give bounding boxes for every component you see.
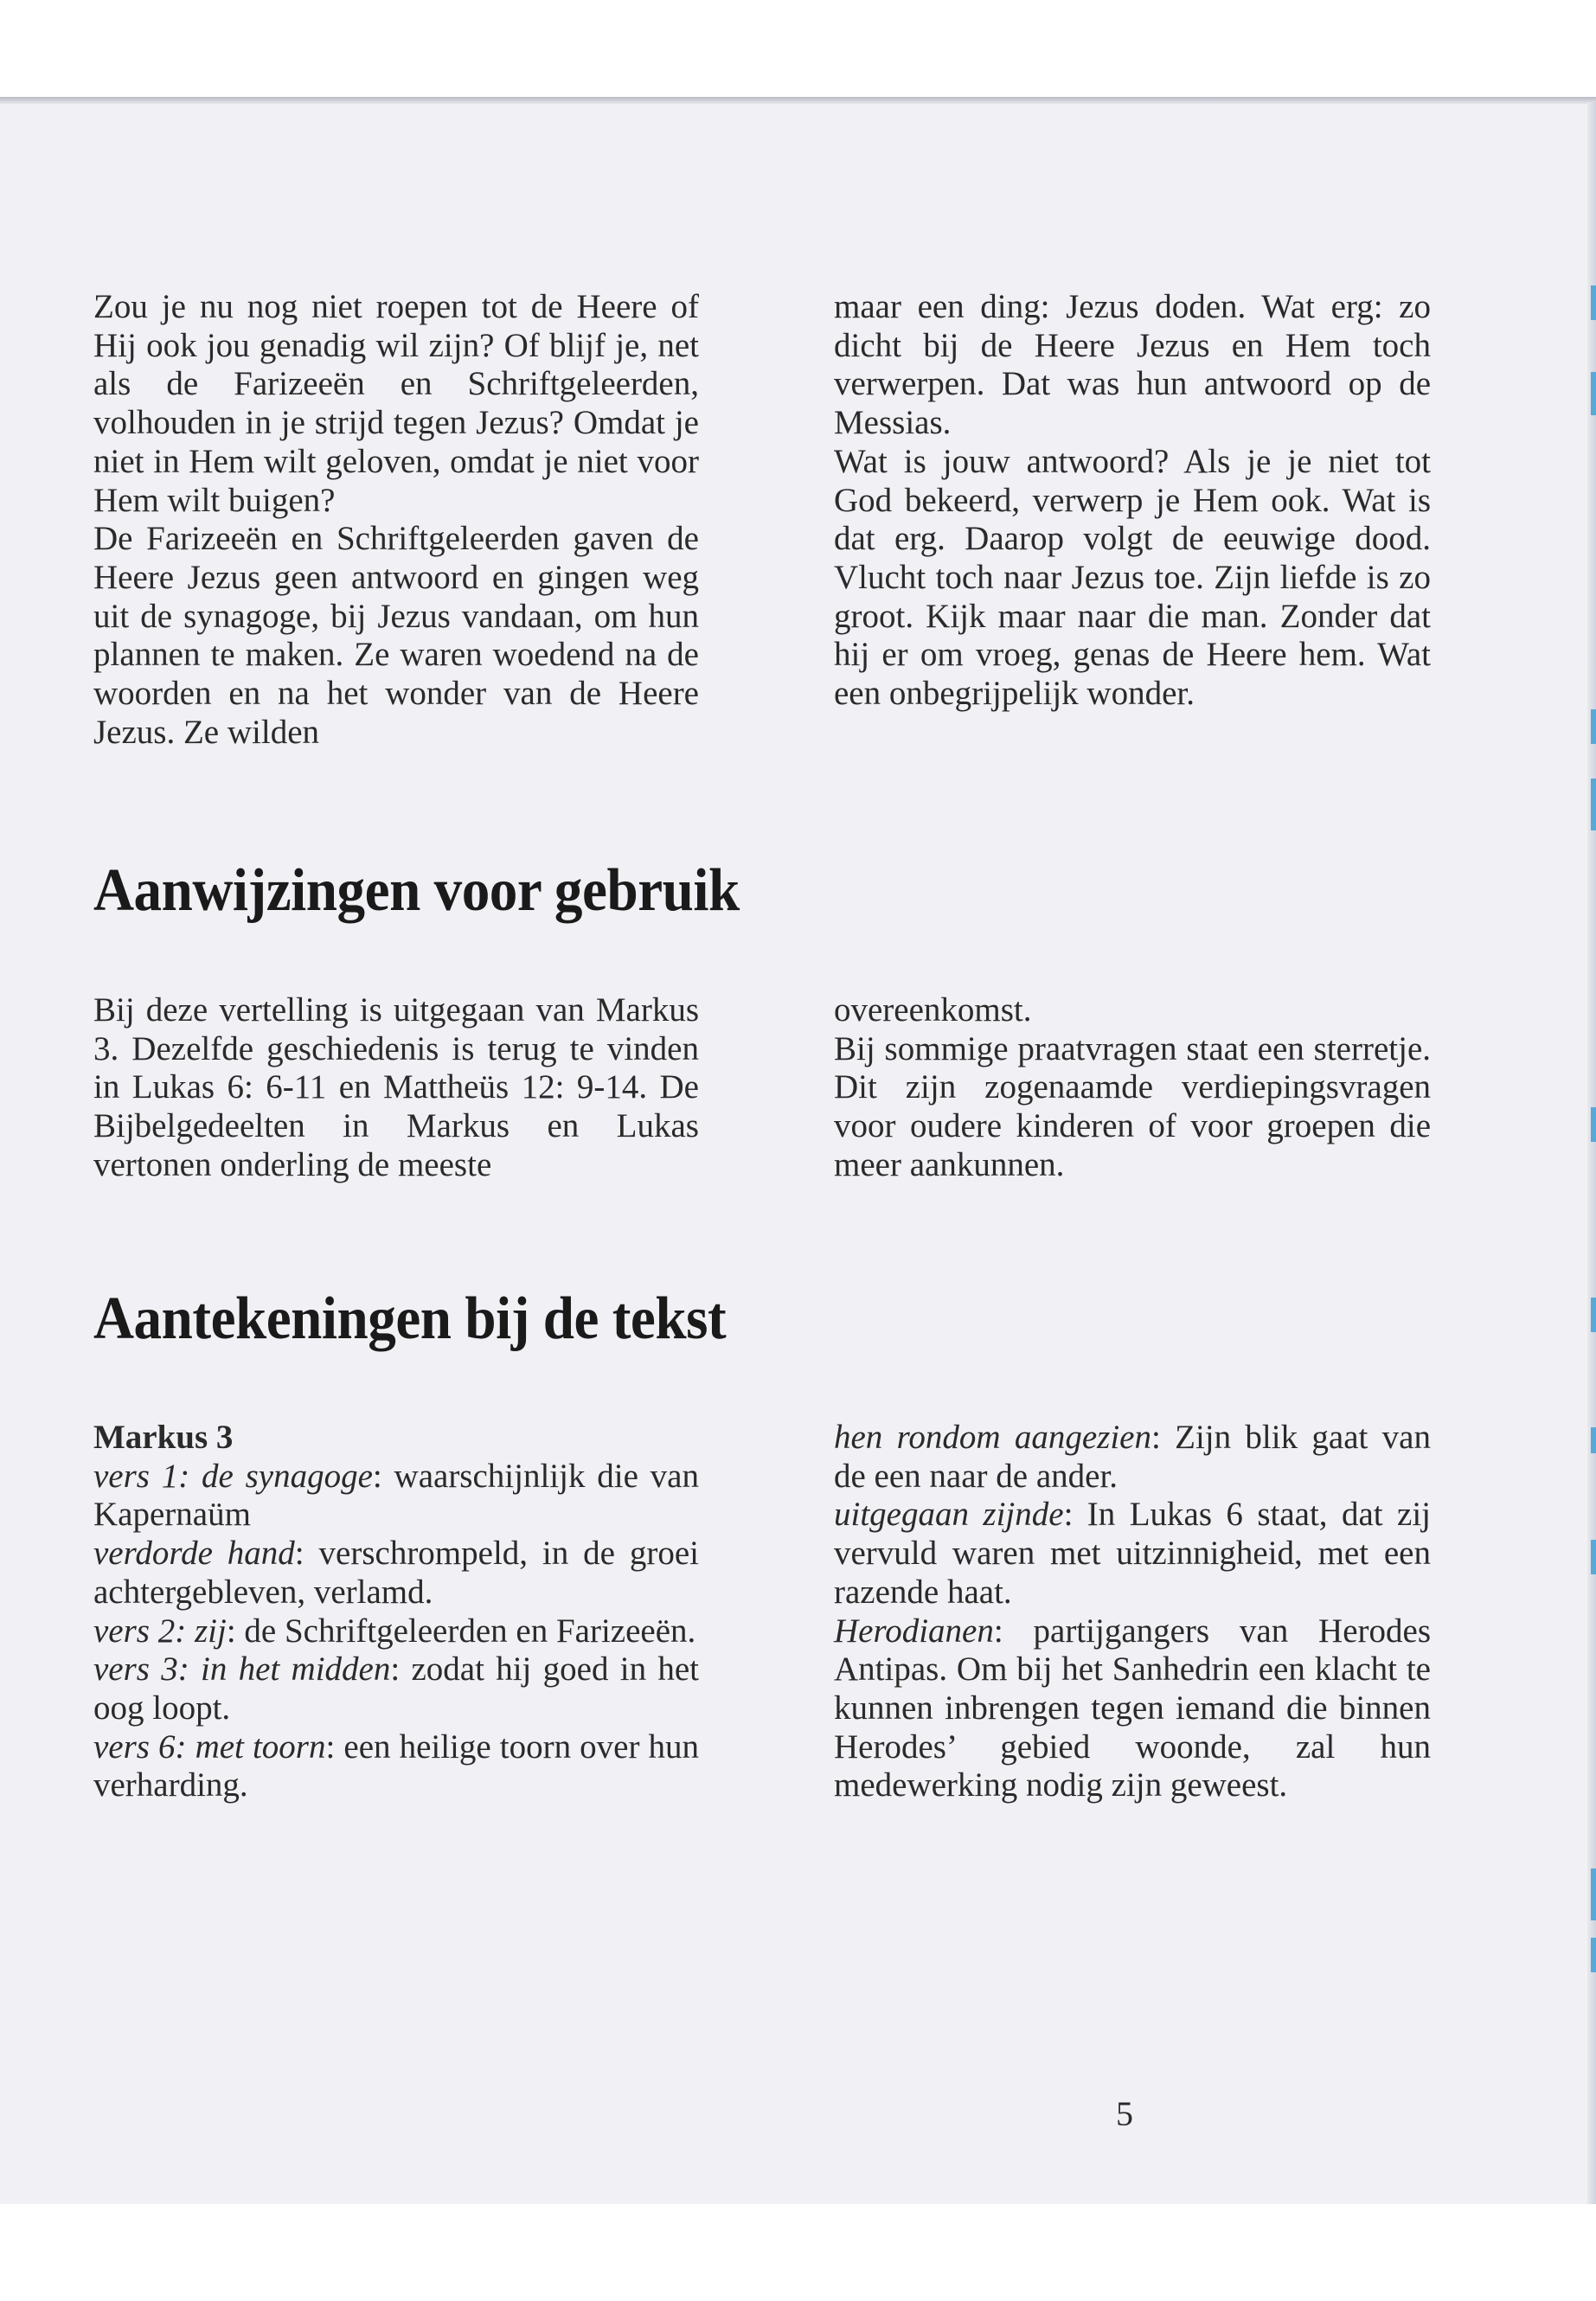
section-heading-usage: Aanwijzingen voor gebruik [93,857,740,924]
note-term: vers 1: de synagoge [93,1457,373,1495]
note-item [93,1728,699,1805]
usage-left-column [93,991,699,1185]
usage-right-column [834,991,1431,1185]
notes-left-column [93,1419,699,1805]
note-term: Herodianen [834,1612,994,1650]
note-text: : zodat hij goed in het oog loopt. [93,1650,699,1727]
note-item [834,1496,1431,1612]
usage-paragraph: Bij deze vertelling is uitgegaan van Markus 3. Dezelfde geschiedenis is terug te vinden in Lukas 6: 6-11 en Mattheüs 12: 9-14. De Bijbelgedeelten in Markus en Lukas vertonen onderling de meeste [93,991,699,1183]
intro-left-column [93,288,699,752]
section-heading-notes: Aantekeningen bij de tekst [93,1285,727,1352]
usage-paragraph: Bij sommige praatvragen staat een sterretje. Dit zijn zogenaamde verdiepingsvragen voor oudere kinderen of voor groepen die meer aankunnen. [834,1029,1431,1183]
note-term: vers 2: zij [93,1612,227,1650]
note-item [93,1650,699,1727]
note-item [93,1458,699,1535]
intro-paragraph: De Farizeeën en Schriftgeleerden gaven de Heere Jezus geen antwoord en gingen weg uit de synagoge, bij Jezus vandaan, om hun plannen te maken. Ze waren woedend na de woorden en na het wonder van de Heere Jezus. Ze wilden [93,520,699,751]
note-item [93,1535,699,1612]
intro-paragraph: Zou je nu nog niet roepen tot de Heere of Hij ook jou genadig wil zijn? Of blijf je, net als de Farizeeën en Schriftgeleerden, volhouden in je strijd tegen Jezus? Omdat je niet in Hem wilt geloven, omdat je niet voor Hem wilt buigen? [93,288,699,519]
page-bottom-margin [0,2204,1596,2301]
page-top-edge [0,97,1596,104]
intro-paragraph: maar een ding: Jezus doden. Wat erg: zo dicht bij de Heere Jezus en Hem toch verwerpen. Dat was hun antwoord op de Messias. [834,288,1431,442]
note-term: hen rondom aangezien [834,1419,1151,1456]
note-item [834,1419,1431,1496]
usage-paragraph: overeenkomst. [834,991,1032,1029]
note-term: verdorde hand [93,1535,295,1573]
page-number: 5 [1116,2094,1133,2133]
note-term: uitgegaan zijnde [834,1496,1064,1534]
note-text: : de Schriftgeleerden en Farizeeën. [226,1612,696,1650]
note-text: : een heilige toorn over hun verharding. [93,1727,699,1804]
note-term: vers 3: in het midden [93,1650,391,1689]
note-text: : In Lukas 6 staat, dat zij vervuld waren met uitzinnigheid, met een razende haat. [834,1496,1432,1611]
notes-right-column [834,1419,1431,1805]
intro-right-column [834,288,1431,714]
note-text: : partijgangers van Herodes Antipas. Om bij het Sanhedrin een klacht te kunnen inbrengen tegen iemand die binnen Herodes’ gebied woonde, zal hun medewerking nodig zijn geweest. [834,1612,1431,1804]
bible-reference: Markus 3 [93,1419,234,1456]
note-text: : waarschijnlijk die van Kapernaüm [93,1457,699,1534]
note-text: : verschrompeld, in de groei achtergebleven, verlamd. [93,1535,700,1611]
note-term: vers 6: met toorn [93,1727,326,1766]
note-item [834,1612,1431,1806]
note-item [93,1612,699,1651]
intro-paragraph: Wat is jouw antwoord? Als je je niet tot God bekeerd, verwerp je Hem ook. Wat is dat erg. Daarop volgt de eeuwige dood. Vlucht toch naar Jezus toe. Zijn liefde is zo groot. Kijk maar naar die man. Zonder dat hij er om vroeg, genas de Heere hem. Wat een onbegrijpelijk wonder. [834,442,1431,713]
note-text: : Zijn blik gaat van de een naar de ander. [834,1419,1431,1495]
